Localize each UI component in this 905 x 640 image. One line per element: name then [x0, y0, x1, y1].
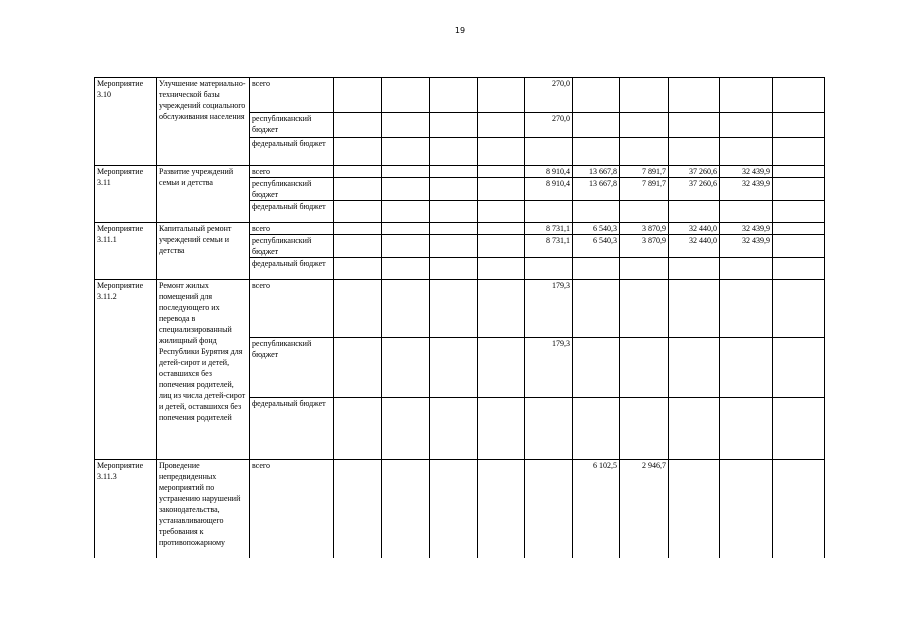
value-cell — [430, 78, 478, 113]
measure-id-cell: Мероприятие 3.11.2 — [95, 280, 157, 460]
value-cell: 32 439,9 — [720, 235, 773, 258]
funding-source-cell: республиканский бюджет — [250, 235, 334, 258]
value-cell — [382, 113, 430, 138]
value-cell — [430, 138, 478, 166]
table-row — [95, 166, 825, 178]
value-cell — [334, 235, 382, 258]
value-cell — [382, 78, 430, 113]
value-cell — [430, 166, 478, 178]
value-cell — [478, 460, 525, 558]
value-cell: 179,3 — [525, 338, 573, 398]
value-cell — [773, 223, 825, 235]
value-cell — [573, 201, 620, 223]
value-cell: 8 910,4 — [525, 166, 573, 178]
value-cell — [382, 138, 430, 166]
value-cell — [430, 338, 478, 398]
value-cell — [773, 398, 825, 460]
measure-id-cell: Мероприятие 3.10 — [95, 78, 157, 166]
funding-source-cell: всего — [250, 460, 334, 558]
value-cell: 32 439,9 — [720, 166, 773, 178]
value-cell: 3 870,9 — [620, 223, 669, 235]
value-cell: 6 540,3 — [573, 235, 620, 258]
value-cell — [334, 113, 382, 138]
value-cell — [334, 201, 382, 223]
value-cell — [334, 280, 382, 338]
measure-name-cell: Проведение непредвиденных мероприятий по устранению нарушений законодательства, устанавливающего требования к противопожарному — [157, 460, 250, 558]
value-cell: 270,0 — [525, 78, 573, 113]
table-row — [95, 280, 825, 338]
value-cell — [525, 398, 573, 460]
value-cell — [773, 258, 825, 280]
funding-source-cell: всего — [250, 223, 334, 235]
value-cell — [382, 398, 430, 460]
value-cell — [573, 138, 620, 166]
funding-source-cell: всего — [250, 280, 334, 338]
value-cell — [720, 138, 773, 166]
value-cell — [478, 201, 525, 223]
value-cell — [382, 280, 430, 338]
measure-id-cell: Мероприятие 3.11.3 — [95, 460, 157, 558]
value-cell — [478, 78, 525, 113]
value-cell — [478, 280, 525, 338]
value-cell — [720, 113, 773, 138]
value-cell — [620, 113, 669, 138]
value-cell: 7 891,7 — [620, 178, 669, 201]
value-cell — [525, 138, 573, 166]
value-cell: 32 440,0 — [669, 223, 720, 235]
value-cell — [382, 223, 430, 235]
value-cell — [478, 178, 525, 201]
value-cell — [573, 338, 620, 398]
value-cell — [573, 398, 620, 460]
value-cell: 13 667,8 — [573, 178, 620, 201]
value-cell — [430, 280, 478, 338]
value-cell — [478, 398, 525, 460]
value-cell — [773, 78, 825, 113]
value-cell: 270,0 — [525, 113, 573, 138]
value-cell — [430, 460, 478, 558]
value-cell — [478, 223, 525, 235]
value-cell: 32 440,0 — [669, 235, 720, 258]
funding-source-cell: федеральный бюджет — [250, 201, 334, 223]
value-cell — [573, 78, 620, 113]
value-cell — [773, 201, 825, 223]
value-cell: 8 731,1 — [525, 235, 573, 258]
value-cell — [478, 166, 525, 178]
value-cell: 6 540,3 — [573, 223, 620, 235]
value-cell — [430, 178, 478, 201]
value-cell — [382, 460, 430, 558]
value-cell — [334, 178, 382, 201]
value-cell — [720, 280, 773, 338]
value-cell — [334, 166, 382, 178]
value-cell — [669, 258, 720, 280]
value-cell: 32 439,9 — [720, 178, 773, 201]
measure-id-cell: Мероприятие 3.11 — [95, 166, 157, 223]
value-cell — [720, 78, 773, 113]
value-cell — [382, 178, 430, 201]
value-cell — [773, 138, 825, 166]
measure-name-cell: Развитие учреждений семьи и детства — [157, 166, 250, 223]
value-cell — [620, 398, 669, 460]
value-cell — [478, 258, 525, 280]
value-cell — [669, 280, 720, 338]
value-cell: 8 731,1 — [525, 223, 573, 235]
value-cell — [382, 201, 430, 223]
table-row — [95, 223, 825, 235]
value-cell: 179,3 — [525, 280, 573, 338]
value-cell — [478, 235, 525, 258]
value-cell — [334, 138, 382, 166]
value-cell: 37 260,6 — [669, 178, 720, 201]
value-cell — [430, 223, 478, 235]
value-cell — [573, 258, 620, 280]
budget-table — [94, 77, 825, 558]
funding-source-cell: всего — [250, 166, 334, 178]
value-cell — [573, 280, 620, 338]
measure-name-cell: Ремонт жилых помещений для последующего их перевода в специализированный жилищный фонд Республики Бурятия для детей-сирот и детей, оставшихся без попечения родителей, лиц из числа детей-сирот и детей, оставшихся без попечения родителей — [157, 280, 250, 460]
value-cell — [720, 201, 773, 223]
value-cell — [573, 113, 620, 138]
value-cell — [334, 398, 382, 460]
value-cell — [720, 338, 773, 398]
value-cell — [620, 138, 669, 166]
value-cell — [720, 398, 773, 460]
table-row — [95, 78, 825, 113]
value-cell — [620, 201, 669, 223]
value-cell — [773, 280, 825, 338]
measure-id-cell: Мероприятие 3.11.1 — [95, 223, 157, 280]
value-cell — [334, 78, 382, 113]
value-cell — [334, 338, 382, 398]
value-cell — [669, 398, 720, 460]
value-cell — [334, 460, 382, 558]
value-cell — [773, 113, 825, 138]
value-cell: 32 439,9 — [720, 223, 773, 235]
value-cell — [620, 280, 669, 338]
value-cell — [478, 113, 525, 138]
value-cell — [525, 460, 573, 558]
funding-source-cell: федеральный бюджет — [250, 258, 334, 280]
value-cell: 2 946,7 — [620, 460, 669, 558]
funding-source-cell: республиканский бюджет — [250, 338, 334, 398]
value-cell — [430, 235, 478, 258]
value-cell — [478, 338, 525, 398]
value-cell — [669, 201, 720, 223]
value-cell — [773, 235, 825, 258]
funding-source-cell: всего — [250, 78, 334, 113]
value-cell — [620, 78, 669, 113]
value-cell — [773, 460, 825, 558]
value-cell — [773, 178, 825, 201]
page-number: 19 — [454, 26, 466, 35]
value-cell: 6 102,5 — [573, 460, 620, 558]
value-cell — [620, 338, 669, 398]
funding-source-cell: федеральный бюджет — [250, 138, 334, 166]
value-cell — [382, 166, 430, 178]
value-cell — [525, 201, 573, 223]
value-cell — [334, 223, 382, 235]
value-cell: 13 667,8 — [573, 166, 620, 178]
value-cell — [669, 78, 720, 113]
funding-source-cell: федеральный бюджет — [250, 398, 334, 460]
measure-name-cell: Капитальный ремонт учреждений семьи и детства — [157, 223, 250, 280]
value-cell — [430, 258, 478, 280]
value-cell — [382, 235, 430, 258]
value-cell — [773, 166, 825, 178]
table-row — [95, 460, 825, 558]
value-cell — [620, 258, 669, 280]
value-cell — [720, 460, 773, 558]
value-cell — [382, 338, 430, 398]
value-cell — [669, 138, 720, 166]
value-cell — [382, 258, 430, 280]
value-cell: 3 870,9 — [620, 235, 669, 258]
value-cell — [773, 338, 825, 398]
funding-source-cell: республиканский бюджет — [250, 178, 334, 201]
value-cell — [478, 138, 525, 166]
value-cell — [430, 398, 478, 460]
value-cell — [334, 258, 382, 280]
value-cell — [430, 201, 478, 223]
value-cell — [720, 258, 773, 280]
funding-source-cell: республиканский бюджет — [250, 113, 334, 138]
value-cell: 8 910,4 — [525, 178, 573, 201]
value-cell — [430, 113, 478, 138]
value-cell: 7 891,7 — [620, 166, 669, 178]
measure-name-cell: Улучшение материально-технической базы учреждений социального обслуживания населения — [157, 78, 250, 166]
value-cell — [525, 258, 573, 280]
value-cell — [669, 113, 720, 138]
value-cell — [669, 460, 720, 558]
value-cell: 37 260,6 — [669, 166, 720, 178]
value-cell — [669, 338, 720, 398]
